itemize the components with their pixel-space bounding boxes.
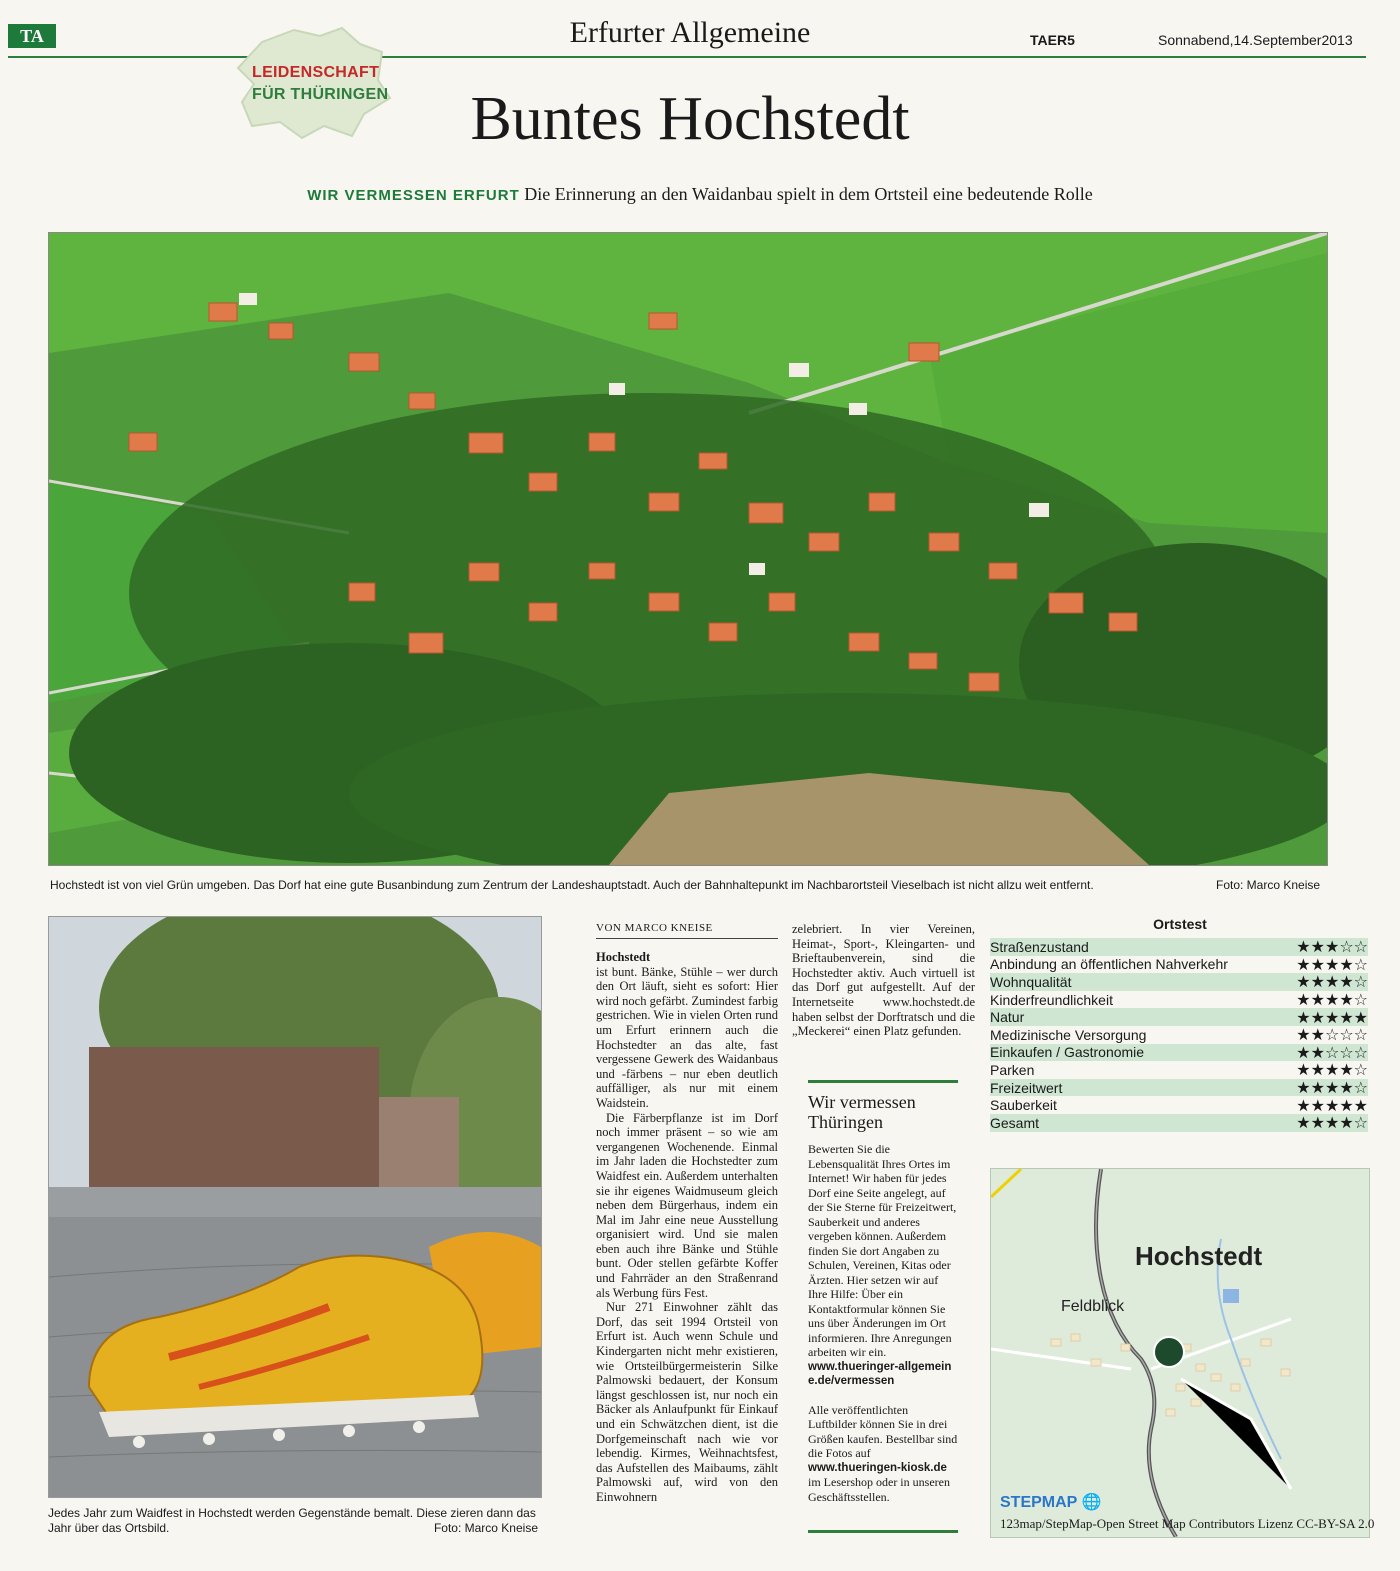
map-area-label: Feldblick (1061, 1298, 1125, 1315)
info-box-link-kiosk[interactable]: www.thueringen-kiosk.de (808, 1461, 947, 1474)
article-paragraph: ist bunt. Bänke, Stühle – wer durch den Ort läuft, sieht es sofort: Hier wird noch gefärbt. Zumindest farbig gestrichen. Wie in vielen Orten rund um Erfurt erinnern auch die Hochstedter an das alte, fast vergessene Gewerk des Waidanbaus und -färbens – nur eben deutlich auffälliger, als nur mit einem Waidstein. (596, 964, 778, 1110)
rating-stars: ★★★★☆ (1296, 972, 1368, 992)
headline: Buntes Hochstedt (470, 85, 910, 153)
info-box-body (808, 1142, 958, 1504)
rating-label: Kinderfreundlichkeit (990, 991, 1113, 1008)
rating-row (990, 1044, 1368, 1062)
rating-stars: ★★☆☆☆ (1296, 1042, 1368, 1062)
rating-stars: ★★★☆☆ (1296, 937, 1368, 957)
rating-stars: ★★★★☆ (1296, 990, 1368, 1010)
paper-name: Erfurter Allgemeine (569, 16, 811, 49)
shoe-caption-text: Jedes Jahr zum Waidfest in Hochstedt werden Gegenstände bemalt. Diese zieren dann das Jahr über das Ortsbild. (48, 1506, 536, 1535)
article-paragraph: Die Färberpflanze ist im Dorf noch immer präsent – so wie am vergangenen Wochenende. Einmal im Jahr laden die Hochstedter zum Waidfest ein. Außerdem unterhalten sie ihr eigenes Waidmuseum gleich neben dem Bürgerhaus, indem ein Mal im Jahr eine neue Ausstellung organisiert wird. Und sie malen eben auch ihre Bänke und Stühle bunt. Oder stellen gefärbte Koffer und Fahrräder an den Straßenrand als Werbung fürs Fest. (596, 1110, 778, 1300)
location-map (990, 1168, 1370, 1538)
info-box-text: Bewerten Sie die Lebensqualität Ihres Ortes im Internet! Wir haben für jedes Dorf eine Seite angelegt, auf der Sie Sterne für Freizeitwert, Sauberkeit und anderes vergeben können. Außerdem finden Sie dort Angaben zu Schulen, Vereinen, Kitas oder Ärzten. Hier setzen wir auf Ihre Hilfe: Über ein Kontaktformular können Sie uns über Änderungen im Ort informieren. Ihre Anregungen arbeiten wir ein. (808, 1142, 957, 1359)
aerial-village-illustration (49, 233, 1327, 865)
rating-stars: ★★★★☆ (1296, 1078, 1368, 1098)
masthead-rule (8, 56, 1366, 58)
globe-icon: 🌐 (1081, 1494, 1102, 1511)
subheadline (150, 184, 1250, 205)
rating-row (990, 1114, 1368, 1132)
article-paragraph: zelebriert. In vier Vereinen, Heimat-, Sport-, Kleingarten- und Brieftaubenverein, sind die Hochstedter aktiv. Auch virtuell ist das Dorf gut aufgestellt. Auf der Internetseite www.hochstedt.de haben selbst der Dorftratsch und die „Meckerei“ einen Platz gefunden. (792, 922, 975, 1039)
info-box-text-3: im Lesershop oder in unseren Geschäftsstellen. (808, 1475, 950, 1504)
stepmap-logo (1000, 1492, 1101, 1512)
rating-row (990, 1096, 1368, 1114)
article-paragraph: Nur 271 Einwohner zählt das Dorf, das seit 1994 Ortsteil von Erfurt ist. Auch wenn Schule und Kindergarten nicht mehr existieren, wie Ortsteilbürgermeisterin Silke Palmowski bedauert, der Konsum längst geschlossen ist, nur noch ein Bäcker als Anlaufpunkt für Einkauf und ein Schwätzchen dient, ist die Dorfgemeinschaft nach wie vor lebendig. Kirmes, Weihnachtsfest, das Aufstellen des Maibaums, zählt Palmowski auf, wird von den Einwohnern (596, 1300, 778, 1504)
page-code: TAER5 (1030, 32, 1075, 48)
rating-stars: ★★★★★ (1296, 1007, 1368, 1027)
rating-label: Parken (990, 1061, 1035, 1078)
main-photo-caption: Hochstedt ist von viel Grün umgeben. Das Dorf hat eine gute Busanbindung zum Zentrum der Landeshauptstadt. Auch der Bahnhaltepunkt im Nachbarortsteil Vieselbach ist nicht allzu weit entfernt. (50, 878, 1094, 892)
rating-stars: ★★★★☆ (1296, 1060, 1368, 1080)
info-box-top-rule (808, 1080, 958, 1083)
info-box-title: Wir vermessen Thüringen (808, 1092, 916, 1132)
rating-label: Anbindung an öffentlichen Nahverkehr (990, 956, 1228, 973)
info-box-bottom-rule (808, 1530, 958, 1533)
rating-row (990, 956, 1368, 974)
article-column-2 (792, 922, 975, 1039)
rating-label: Natur (990, 1009, 1025, 1026)
rating-row (990, 1008, 1368, 1026)
rating-label: Straßenzustand (990, 938, 1089, 955)
rating-stars: ★★☆☆☆ (1296, 1025, 1368, 1045)
rating-label: Medizinische Versorgung (990, 1026, 1147, 1043)
rating-stars: ★★★★☆ (1296, 954, 1368, 974)
rating-stars: ★★★★☆ (1296, 1113, 1368, 1133)
rating-row (990, 1026, 1368, 1044)
rating-label: Gesamt (990, 1114, 1040, 1131)
aerial-photo (48, 232, 1328, 866)
main-photo-credit: Foto: Marco Kneise (1216, 878, 1321, 892)
rating-label: Wohnqualität (990, 973, 1072, 990)
rating-row (990, 938, 1368, 956)
info-box-text-2: Alle veröffentlichten Luftbilder können Sie in drei Größen kaufen. Bestellbar sind die Fotos auf (808, 1402, 958, 1460)
rating-stars: ★★★★★ (1296, 1095, 1368, 1115)
byline: VON MARCO KNEISE (596, 922, 778, 939)
kicker: WIR VERMESSEN ERFURT (307, 187, 520, 204)
rating-row (990, 1061, 1368, 1079)
rating-label: Sauberkeit (990, 1097, 1057, 1114)
shoe-photo-caption (48, 1506, 538, 1536)
info-box-link-vermessen[interactable]: www.thueringer-allgemeine.de/vermessen (808, 1360, 952, 1387)
article-lead: Hochstedt (596, 950, 651, 964)
map-credit: 123map/StepMap-Open Street Map Contributors Lizenz CC-BY-SA 2.0 (1000, 1516, 1375, 1531)
ortstest-table (990, 938, 1368, 1132)
painted-shoe-illustration (49, 917, 541, 1497)
page-date: Sonnabend,14.September2013 (1158, 32, 1353, 48)
ortstest-title: Ortstest (1153, 916, 1207, 932)
badge-line-2: FÜR THÜRINGEN (252, 86, 389, 103)
badge-line-1: LEIDENSCHAFT (252, 64, 380, 81)
article-column-1 (596, 950, 778, 1505)
ta-logo: TA (8, 24, 56, 48)
stepmap-logo-text: STEPMAP (1000, 1494, 1078, 1511)
rating-label: Freizeitwert (990, 1079, 1063, 1096)
rating-label: Einkaufen / Gastronomie (990, 1044, 1145, 1061)
subheadline-text: Die Erinnerung an den Waidanbau spielt in dem Ortsteil eine bedeutende Rolle (524, 184, 1093, 204)
rating-row (990, 1079, 1368, 1097)
painted-shoe-photo (48, 916, 542, 1498)
rating-row (990, 991, 1368, 1009)
map-illustration (991, 1169, 1369, 1537)
map-town-label: Hochstedt (1135, 1241, 1263, 1271)
shoe-photo-credit: Foto: Marco Kneise (433, 1521, 538, 1535)
rating-row (990, 973, 1368, 991)
